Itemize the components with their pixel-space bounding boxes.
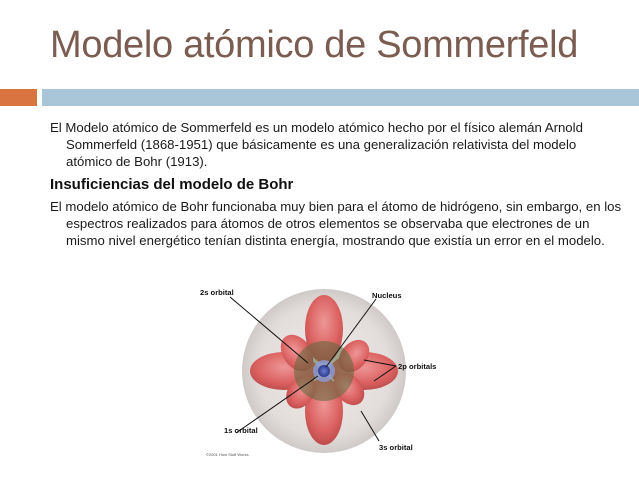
accent-bar-orange	[0, 89, 37, 106]
nucleus	[318, 365, 330, 377]
accent-bar-blue	[42, 89, 639, 106]
orbitals-diagram	[196, 283, 442, 471]
slide-title: Modelo atómico de Sommerfeld	[50, 24, 579, 66]
intro-paragraph: El Modelo atómico de Sommerfeld es un modelo atómico hecho por el físico alemán Arnold Sommerfeld (1868-1951) que básicamente es una generalización relativista del modelo atómico de Bohr (1913).	[50, 120, 583, 169]
bohr-paragraph: El modelo atómico de Bohr funcionaba muy bien para el átomo de hidrógeno, sin embargo, en los espectros realizados para átomos de otros elementos se observaba que electrones de un mismo nivel energético tenían distinta energía, mostrando que existía un error en el modelo.	[50, 199, 622, 248]
label-nucleus: Nucleus	[372, 291, 402, 300]
atomic-orbitals-figure	[196, 283, 442, 471]
section-heading: Insuficiencias del modelo de Bohr	[50, 176, 294, 193]
label-3s: 3s orbital	[379, 443, 413, 452]
label-1s: 1s orbital	[224, 426, 258, 435]
label-2p: 2p orbitals	[398, 362, 437, 371]
label-2s: 2s orbital	[200, 288, 234, 297]
image-credit: ©2001 How Stuff Works	[206, 452, 249, 457]
